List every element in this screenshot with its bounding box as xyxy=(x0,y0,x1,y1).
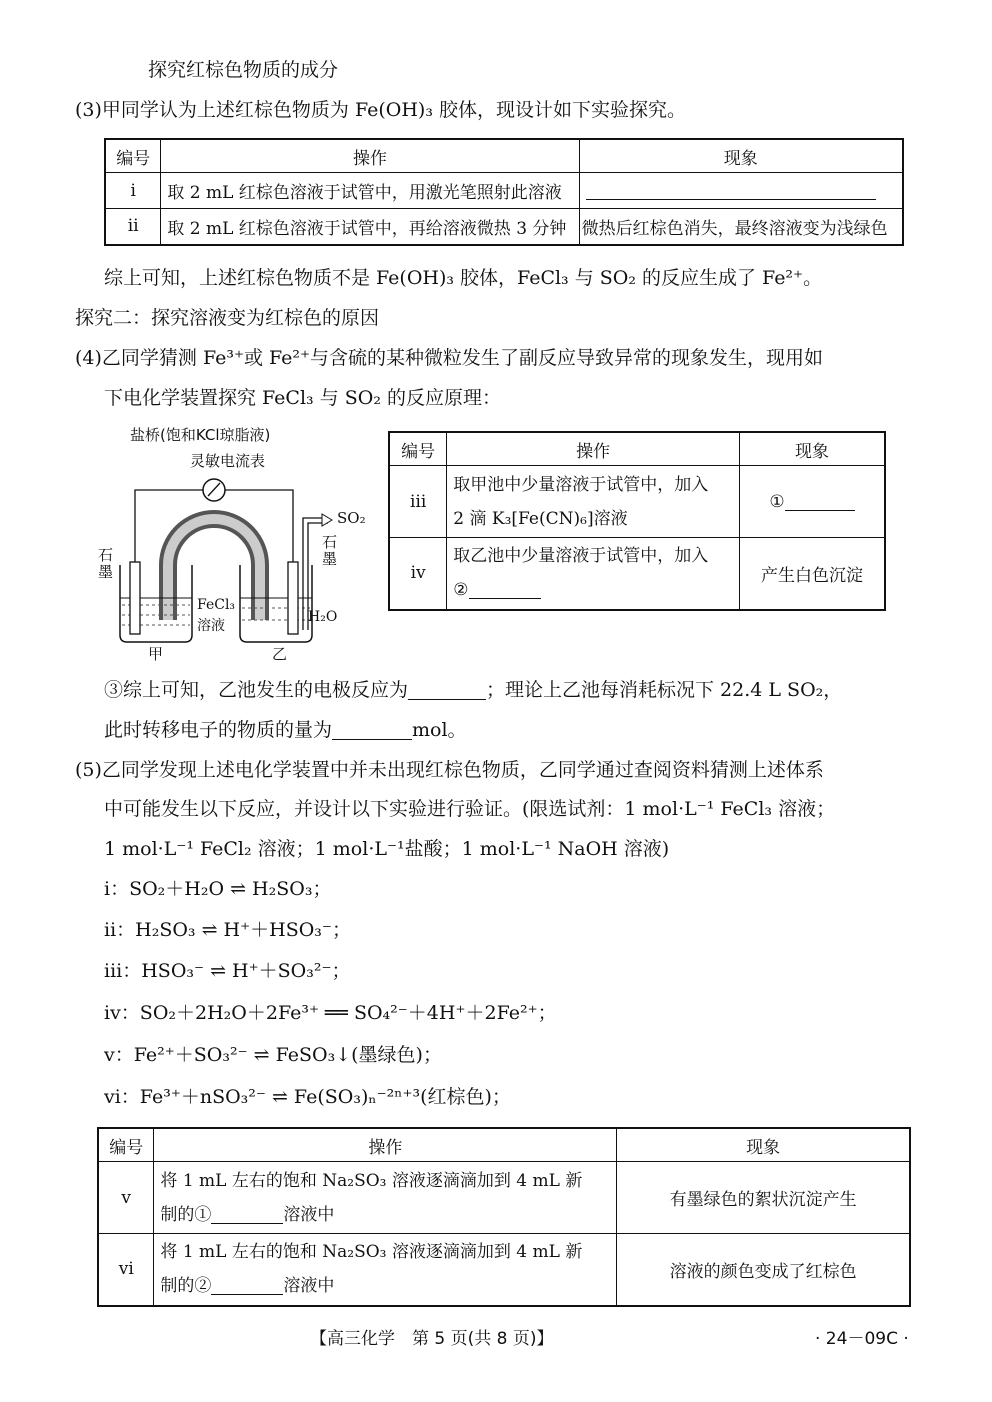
reaction-v: ⅴ：Fe²⁺＋SO₃²⁻ ⇌ FeSO₃↓(墨绿色)； xyxy=(104,1044,442,1066)
col-header-id: 编号 xyxy=(98,1128,154,1162)
footer-code: · 24－09C · xyxy=(815,1329,909,1349)
row-op-line1: 将 1 mL 左右的饱和 Na₂SO₃ 溶液逐滴滴加到 4 mL 新 xyxy=(160,1170,583,1191)
q4-line2: 下电化学装置探究 FeCl₃ 与 SO₂ 的反应原理： xyxy=(104,387,501,409)
q4-sub3-text-a: ③综上可知，乙池发生的电极反应为 xyxy=(104,679,409,701)
q3-intro: (3)甲同学认为上述红棕色物质为 Fe(OH)₃ 胶体，现设计如下实验探究。 xyxy=(75,99,686,121)
row-id: ⅱ xyxy=(105,209,161,245)
col-header-id: 编号 xyxy=(105,139,161,173)
row-op: 取 2 mL 红棕色溶液于试管中，再给溶液微热 3 分钟 xyxy=(161,209,579,245)
col-header-op: 操作 xyxy=(161,139,579,173)
graphite-electrode-right xyxy=(288,562,298,634)
q3-conclusion: 综上可知，上述红棕色物质不是 Fe(OH)₃ 胶体，FeCl₃ 与 SO₂ 的反应生成了 Fe²⁺。 xyxy=(104,267,823,289)
col-header-phen: 现象 xyxy=(739,432,885,466)
solution-label: 溶液 xyxy=(197,615,225,635)
row-op-text-b: 溶液中 xyxy=(283,1204,335,1225)
reaction-i: ⅰ：SO₂＋H₂O ⇌ H₂SO₃； xyxy=(104,878,332,900)
q4-sub3-text-b: ；理论上乙池每消耗标况下 22.4 L SO₂， xyxy=(486,679,843,701)
row-op-text-a: 制的① xyxy=(160,1204,212,1225)
row-id: ⅳ xyxy=(389,538,447,610)
graphite-right-label-2: 墨 xyxy=(322,550,338,568)
row-op-line2: 2 滴 K₃[Fe(CN)₆]溶液 xyxy=(453,508,628,529)
row-op-line1: 取甲池中少量溶液于试管中，加入 xyxy=(453,474,709,495)
answer-blank[interactable] xyxy=(586,181,876,200)
row-op-text-b: 溶液中 xyxy=(283,1276,335,1297)
col-header-op: 操作 xyxy=(154,1128,617,1162)
answer-blank[interactable] xyxy=(469,580,541,599)
q5-line1: (5)乙同学发现上述电化学装置中并未出现红棕色物质，乙同学通过查阅资料猜测上述体系 xyxy=(75,759,824,781)
row-op xyxy=(154,1234,617,1306)
so2-label: SO₂ xyxy=(337,509,366,527)
q5-line3: 1 mol·L⁻¹ FeCl₂ 溶液；1 mol·L⁻¹盐酸；1 mol·L⁻¹ NaOH 溶液) xyxy=(104,838,670,860)
row-op-text-a: 制的② xyxy=(160,1276,212,1297)
q3-table-header xyxy=(105,139,903,173)
row-id: ⅰ xyxy=(105,173,161,209)
reaction-vi: ⅵ：Fe³⁺＋nSO₃²⁻ ⇌ Fe(SO₃)ₙ⁻²ⁿ⁺³(红棕色)； xyxy=(104,1086,511,1108)
blank-number: ① xyxy=(769,491,785,512)
row-id: ⅵ xyxy=(98,1234,154,1306)
row-phen: 产生白色沉淀 xyxy=(739,538,885,610)
so2-arrow-icon xyxy=(322,514,332,526)
row-phen: 有墨绿色的絮状沉淀产生 xyxy=(617,1162,910,1234)
q4-table-header xyxy=(389,432,885,466)
table-row xyxy=(389,466,885,538)
blank-number: ② xyxy=(453,580,469,601)
answer-blank[interactable] xyxy=(785,492,855,511)
row-op xyxy=(154,1162,617,1234)
cell-b-label: 乙 xyxy=(272,645,288,663)
row-phen xyxy=(579,173,903,209)
reaction-iii: ⅲ：HSO₃⁻ ⇌ H⁺＋SO₃²⁻； xyxy=(104,960,351,982)
row-phen: 溶液的颜色变成了红棕色 xyxy=(617,1234,910,1306)
q4-sub3-text-c: 此时转移电子的物质的量为 xyxy=(104,719,333,741)
row-op-line1: 取乙池中少量溶液于试管中，加入 xyxy=(453,546,709,567)
explore2-heading: 探究二：探究溶液变为红棕色的原因 xyxy=(75,307,380,329)
q3-table xyxy=(104,138,904,246)
answer-blank[interactable] xyxy=(211,1205,283,1224)
table-row xyxy=(389,538,885,610)
galvanometer-icon xyxy=(203,479,225,501)
answer-blank[interactable] xyxy=(332,721,412,740)
graphite-left-label-1: 石 xyxy=(98,546,114,564)
col-header-phen: 现象 xyxy=(579,139,903,173)
salt-bridge-label: 盐桥(饱和KCl琼脂液) xyxy=(130,426,271,444)
col-header-id: 编号 xyxy=(389,432,447,466)
reaction-iv: ⅳ：SO₂＋2H₂O＋2Fe³⁺ ══ SO₄²⁻＋4H⁺＋2Fe²⁺； xyxy=(104,1002,557,1024)
row-op-line2 xyxy=(160,1269,610,1303)
q4-sub3-line2 xyxy=(104,718,467,742)
beaker-right xyxy=(240,565,312,642)
graphite-right-label-1: 石 xyxy=(322,533,338,551)
row-op-line2 xyxy=(453,573,733,607)
h2o-label: H₂O xyxy=(308,609,338,625)
row-op xyxy=(447,466,740,538)
header-cut-text: 探究红棕色物质的成分 xyxy=(148,59,339,81)
reaction-ii: ⅱ：H₂SO₃ ⇌ H⁺＋HSO₃⁻； xyxy=(104,919,351,941)
row-op: 取 2 mL 红棕色溶液于试管中，用激光笔照射此溶液 xyxy=(161,173,579,209)
footer-page-info: 【高三化学 第 5 页(共 8 页)】 xyxy=(310,1329,554,1349)
table-row xyxy=(105,209,903,245)
cell-a-label: 甲 xyxy=(148,645,164,663)
answer-blank[interactable] xyxy=(408,681,486,700)
table-row xyxy=(105,173,903,209)
row-id: ⅴ xyxy=(98,1162,154,1234)
graphite-electrode-left xyxy=(130,562,140,634)
row-op xyxy=(447,538,740,610)
fecl3-label: FeCl₃ xyxy=(197,597,236,613)
answer-blank[interactable] xyxy=(211,1276,283,1295)
row-op-line1: 将 1 mL 左右的饱和 Na₂SO₃ 溶液逐滴滴加到 4 mL 新 xyxy=(160,1242,583,1263)
q4-table xyxy=(388,431,886,611)
q4-sub3-line1 xyxy=(104,678,842,702)
galvanometer-label: 灵敏电流表 xyxy=(190,452,266,470)
row-phen: 微热后红棕色消失，最终溶液变为浅绿色 xyxy=(579,209,903,245)
q5-table xyxy=(97,1127,911,1307)
q5-table-header xyxy=(98,1128,910,1162)
col-header-phen: 现象 xyxy=(617,1128,910,1162)
col-header-op: 操作 xyxy=(447,432,740,466)
row-phen xyxy=(739,466,885,538)
electrochem-cell-diagram xyxy=(90,470,380,670)
table-row xyxy=(98,1234,910,1306)
q5-line2: 中可能发生以下反应，并设计以下实验进行验证。(限选试剂：1 mol·L⁻¹ FeCl₃ 溶液； xyxy=(104,798,836,820)
graphite-left-label-2: 墨 xyxy=(98,563,114,581)
q4-sub3-text-d: mol。 xyxy=(412,719,467,741)
table-row xyxy=(98,1162,910,1234)
row-op-line2 xyxy=(160,1198,610,1232)
row-id: ⅲ xyxy=(389,466,447,538)
q4-line1: (4)乙同学猜测 Fe³⁺或 Fe²⁺与含硫的某种微粒发生了副反应导致异常的现象发生，现用如 xyxy=(75,347,824,369)
